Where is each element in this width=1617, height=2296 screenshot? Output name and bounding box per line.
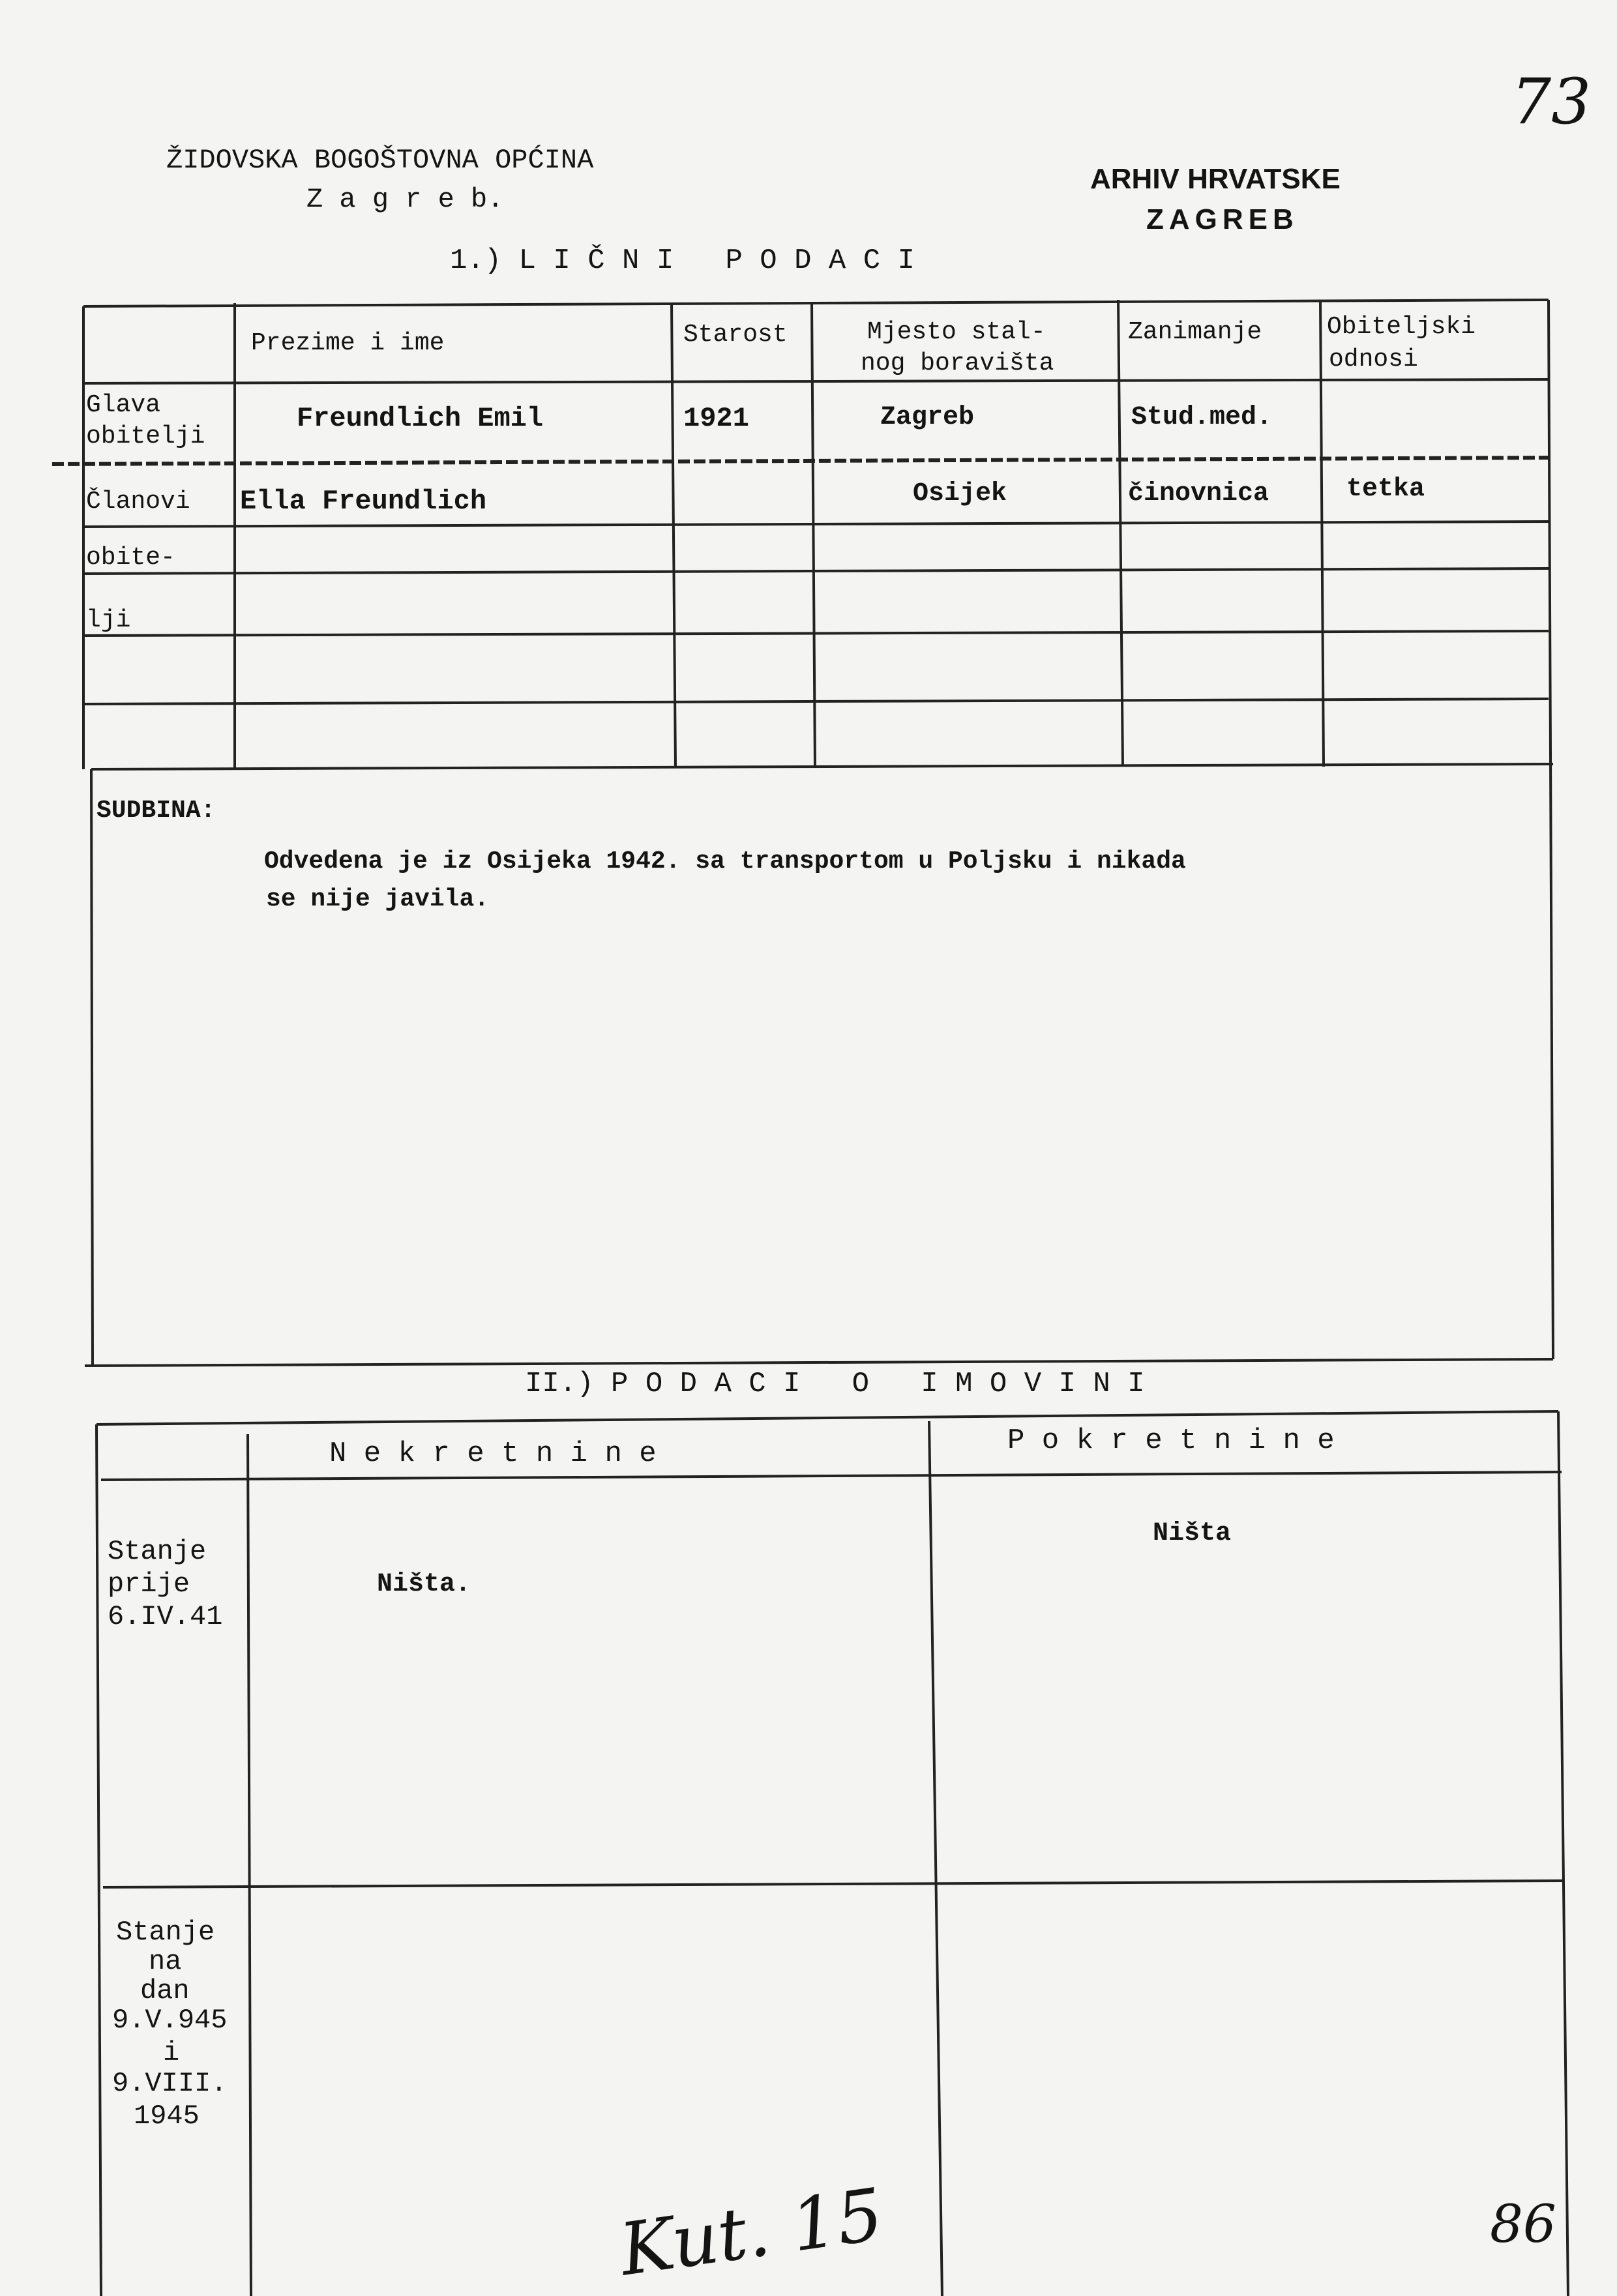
member-name: Ella Freundlich [240, 486, 487, 517]
section1-title: 1.) L I Č N I P O D A C I [450, 244, 915, 277]
head-name: Freundlich Emil [297, 403, 544, 434]
header-name: Prezime i ime [251, 329, 445, 357]
head-age: 1921 [683, 403, 749, 434]
page-number-bottom: 86 [1490, 2194, 1556, 2254]
header-residence-line2: nog boravišta [861, 349, 1054, 377]
label-members-line3: lji [86, 606, 131, 634]
fate-label: SUDBINA: [96, 797, 216, 825]
row1-real-estate: Ništa. [377, 1570, 471, 1599]
row1-label-line3: 6.IV.41 [108, 1601, 223, 1632]
member-occupation: činovnica [1128, 479, 1269, 508]
row2-label-line1: Stanje [116, 1917, 215, 1948]
row2-label-line3: dan [140, 1975, 190, 2007]
header-real-estate: N e k r e t n i n e [329, 1437, 657, 1470]
row2-label-line2: na [149, 1946, 182, 1977]
label-members-line2: obite- [86, 544, 175, 572]
organization-name: ŽIDOVSKA BOGOŠTOVNA OPĆINA [166, 145, 594, 176]
section2-title: II.) P O D A C I O I M O V I N I [525, 1368, 1145, 1400]
handwritten-note: Kut. 15 [615, 2172, 888, 2292]
head-occupation: Stud.med. [1131, 403, 1273, 432]
header-relation-line2: odnosi [1329, 346, 1418, 374]
row2-label-line4: 9.V.945 [112, 2005, 228, 2036]
label-members-line1: Članovi [86, 488, 190, 516]
row2-label-line6: 9.VIII. [112, 2068, 228, 2099]
header-relation-line1: Obiteljski [1327, 313, 1476, 341]
row2-label-line5: i [163, 2037, 180, 2068]
row2-label-line7: 1945 [134, 2100, 200, 2132]
fate-line2: se nije javila. [266, 885, 490, 913]
header-movables: P o k r e t n i n e [1007, 1424, 1335, 1457]
head-residence: Zagreb [880, 403, 975, 432]
header-residence-line1: Mjesto stal- [867, 318, 1046, 346]
header-age: Starost [683, 321, 788, 349]
archive-stamp-line1: ARHIV HRVATSKE [1090, 163, 1341, 195]
fate-line1: Odvedena je iz Osijeka 1942. sa transportom u Poljsku i nikada [264, 847, 1186, 876]
row1-label-line1: Stanje [108, 1536, 207, 1567]
page-number-top: 73 [1511, 65, 1592, 138]
header-occupation: Zanimanje [1128, 318, 1262, 346]
organization-city: Z a g r e b. [306, 184, 504, 215]
label-head-line1: Glava [86, 391, 161, 419]
row1-movables: Ništa [1153, 1519, 1232, 1548]
label-head-line2: obitelji [86, 422, 205, 450]
member-residence: Osijek [913, 479, 1007, 508]
archive-stamp-line2: ZAGREB [1146, 203, 1299, 235]
member-relation: tetka [1346, 475, 1425, 504]
row1-label-line2: prije [108, 1568, 190, 1600]
